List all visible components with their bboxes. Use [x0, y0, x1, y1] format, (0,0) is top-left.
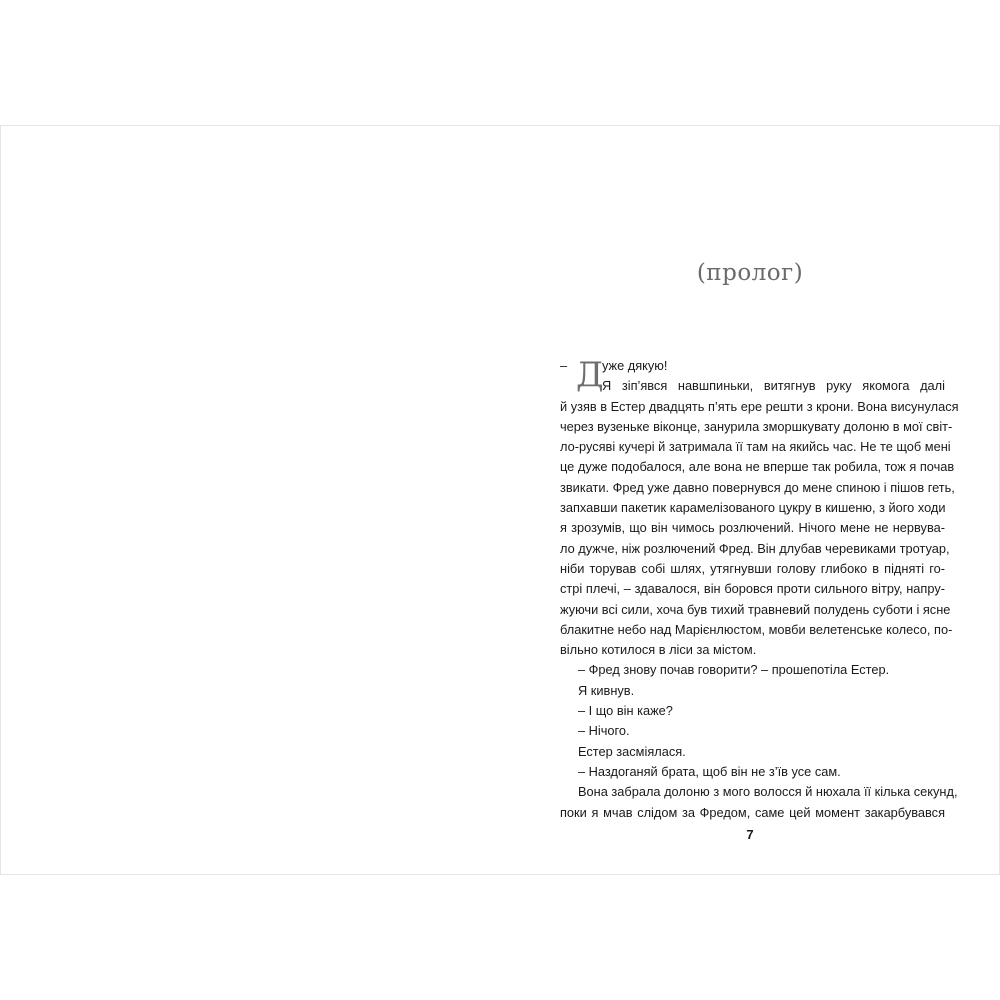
drop-cap: Д [576, 355, 604, 395]
paragraph-line: стрі плечі, – здавалося, він боровся проти сильного вітру, напру- [560, 581, 945, 597]
paragraph-line: й узяв в Естер двадцять п’ять ере решти з крони. Вона висунулася [560, 398, 959, 414]
paragraph-line: запхавши пакетик карамелізованого цукру в кишеню, з його ходи [560, 500, 946, 516]
paragraph-line: жуючи всі сили, хоча був тихий травневий полудень суботи і ясне [560, 601, 951, 617]
page-number: 7 [746, 827, 754, 842]
dialogue-line: Естер засміялася. [578, 743, 686, 759]
dialogue-line: – Фред знову почав говорити? – прошепотіла Естер. [578, 662, 890, 678]
dialogue-line: – Наздоганяй брата, щоб він не з’їв усе сам. [578, 763, 841, 779]
chapter-title: (пролог) [696, 260, 804, 286]
paragraph-line: поки я мчав слідом за Фредом, саме цей момент закарбувався [560, 804, 945, 820]
paragraph-line: Вона забрала долоню з мого волосся й нюхала її кілька секунд, [578, 784, 958, 800]
paragraph-line: це дуже подобалося, але вона не вперше так робила, тож я почав [560, 459, 955, 475]
dialogue-line: Я кивнув. [578, 682, 635, 698]
dialogue-line: – І що він каже? [578, 703, 673, 719]
left-page-blank [1, 126, 501, 874]
paragraph-line: ніби торував собі шлях, утягнувши голову глибоко в підняті го- [560, 560, 945, 576]
dialogue-line: – Нічого. [578, 723, 630, 739]
paragraph-line: я зрозумів, що він чимось розлючений. Нічого мене не нервува- [560, 520, 945, 536]
paragraph-line: через вузеньке віконце, занурила зморшкувату долоню в мої світ- [560, 418, 953, 434]
paragraph-line: вільно котилося в ліси за містом. [560, 642, 757, 658]
paragraph-line: звикати. Фред уже давно повернувся до мене спиною і пішов геть, [560, 479, 955, 495]
dialogue-dash: – [560, 358, 568, 373]
book-spread [0, 125, 1000, 875]
paragraph-line: ло дужче, ніж розлючений Фред. Він длубав черевиками тротуар, [560, 540, 950, 556]
paragraph-line: Я зіп’явся навшпиньки, витягнув руку якомога далі [602, 378, 945, 394]
paragraph-line: ло-русяві кучері й затримала її там на якийсь час. Не те щоб мені [560, 439, 951, 455]
body-text [560, 355, 959, 823]
right-page [501, 126, 999, 874]
opening-words: уже дякую! [602, 358, 668, 373]
paragraph-line: блакитне небо над Марієнлюстом, мовби велетенське колесо, по- [560, 621, 953, 637]
